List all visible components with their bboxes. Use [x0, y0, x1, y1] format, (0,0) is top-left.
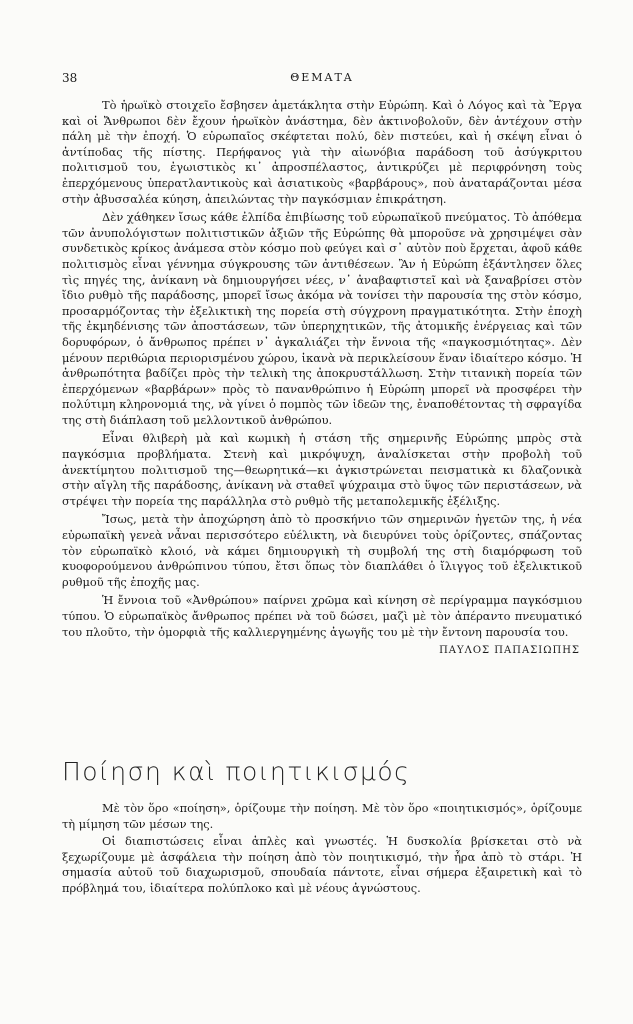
article-body — [62, 98, 582, 659]
article-paragraph: Ἡ ἔννοια τοῦ «Ἀνθρώπου» παίρνει χρῶμα καὶ κίνηση σὲ περίγραμμα παγκόσμιου τύπου. Ὁ εὐρωπαϊκὸς ἄνθρωπος πρέπει νὰ τοῦ δώσει, μαζὶ μὲ τὸν ἀπέραντο πνευματικό του πλοῦτο, τὴν ὀμορφιὰ τῆς καλλιεργημένης ἀγωγῆς του μὲ τὴν ἔντονη παρουσία του. — [62, 593, 582, 639]
article-paragraph: Τὸ ἡρωϊκὸ στοιχεῖο ἔσβησεν ἀμετάκλητα στὴν Εὐρώπη. Καὶ ὁ Λόγος καὶ τὰ Ἔργα καὶ οἱ Ἄνθρωποι δὲν ἔχουν ἡρωϊκὸν ἀνάστημα, δὲν ἀκτινοβολοῦν, δὲν ἀντέχουν στὴν πάλη μὲ τὴν ἐποχή. Ὁ εὐρωπαῖος σκέφτεται πολύ, δὲν πιστεύει, καὶ ἡ σκέψη εἶναι ὁ ἀντίποδας τῆς πίστης. Περήφανος γιὰ τὴν αἰωνόβια παράδοση τοῦ ἀσύγκριτου πολιτισμοῦ του, ἐγωιστικὸς κι᾿ ἀπροσπέλαστος, ἀντικρύζει μὲ περιφρόνηση τοὺς ἐπερχόμενους ὑπερατλαντικοὺς καὶ ἀσιατικοὺς «βαρβάρους», ποὺ ἀναταράζονται μέσα στὴν ἀβυσσαλέα κύηση, ἀπειλώντας τὴν παγκόσμιαν ἐπικράτηση. — [62, 98, 582, 206]
article-paragraph: Ἴσως, μετὰ τὴν ἀποχώρηση ἀπὸ τὸ προσκήνιο τῶν σημερινῶν ἡγετῶν της, ἡ νέα εὐρωπαϊκὴ γενεὰ νἆναι περισσότερο εὐέλικτη, νὰ διευρύνει τοὺς ὁρίζοντες, σπάζοντας τὸν εὐρωπαϊκὸ κλοιό, νὰ κάμει δημιουργικὴ τὴ συμβολή της στὴ διαμόρφωση τοῦ κυοφορούμενου ἀνθρώπινου τύπου, ἔτσι ὅπως τὸν διαπλάθει ὁ ἴλιγγος τοῦ ἐξελικτικοῦ ρυθμοῦ τῆς ἐποχῆς μας. — [62, 512, 582, 589]
running-head: ΘΕΜΑΤΑ — [290, 71, 354, 84]
article-paragraph: Δὲν χάθηκεν ἴσως κάθε ἐλπίδα ἐπιβίωσης τοῦ εὐρωπαϊκοῦ πνεύματος. Τὸ ἀπόθεμα τῶν ἀνυπολόγιστων πολιτιστικῶν ἀξιῶν τῆς Εὐρώπης θὰ μποροῦσε νὰ χρησιμέψει σὰν συνδετικὸς κρίκος ἀνάμεσα στὸν κόσμο ποὺ φεύγει καὶ σ᾿ αὐτὸν ποὺ ἔρχεται, ἀφοῦ κάθε πολιτισμὸς εἶναι γέννημα σύγκρουσης τῶν ἀντιθέσεων. Ἂν ἡ Εὐρώπη ἐξάντλησεν ὅλες τὶς πηγές της, ἀνίκανη νὰ δημιουργήσει νέες, ν᾿ ἀναβαφτιστεῖ καὶ νὰ ξαναβρίσει στὸν ἴδιο ρυθμὸ τῆς παράδοσης, μπορεῖ ἴσως ἀκόμα νὰ τονίσει τὴν παρουσία της στὸν κόσμο, προσαρμόζοντας τὴν ἐξελικτικὴ της πορεία στὴ σύγχρονη πραγματικότητα. Στὴν ἐποχὴ τῆς ἐκμηδένισης τῶν ἀποστάσεων, τῶν ὑπερηχητικῶν, τῆς ἀτομικῆς ἐνέργειας καὶ τῶν δορυφόρων, ὁ ἄνθρωπος πρέπει ν᾿ ἀγκαλιάζει τὴν ἔννοια τῆς «παγκοσμιότητας». Δὲν μένουν περιθώρια περιορισμένου χώρου, ἱκανὰ νὰ περικλείσουν ἕναν ἰδιαίτερο κόσμο. Ἡ ἀνθρωπότητα βαδίζει πρὸς τὴν τελικὴ της ἀποκρυστάλλωση. Στὴν τιτανικὴ πορεία τῶν ἐπερχόμενων «βαρβάρων» πρὸς τὸ πανανθρώπινο ἡ Εὐρώπη μπορεῖ νὰ προσφέρει τὴν πολύτιμη κληρονομιά της, νὰ γίνει ὁ πομπὸς τῶν ἰδεῶν της, ἐναποθέτοντας τὴ σφραγίδα της στὴ διάπλαση τοῦ μελλοντικοῦ ἀνθρώπου. — [62, 210, 582, 427]
section-paragraph: Μὲ τὸν ὅρο «ποίηση», ὁρίζουμε τὴν ποίηση. Μὲ τὸν ὅρο «ποιητικισμός», ὁρίζουμε τὴ μίμηση τῶν μέσων της. — [62, 801, 582, 831]
article-paragraph: Εἶναι θλιβερὴ μὰ καὶ κωμικὴ ἡ στάση τῆς σημερινῆς Εὐρώπης μπρὸς στὰ παγκόσμια προβλήματα. Στενὴ καὶ μικρόψυχη, ἀναλίσκεται στὴν προβολὴ τοῦ ἀνεκτίμητου πολιτισμοῦ της—θεωρητικά—κι ἀγκιστρώνεται πεισματικὰ κι δλαζονικὰ στὴν αἴγλη τῆς παράδοσης, ἀνίκανη νὰ σταθεῖ ψύχραιμα στὸ ὕψος τῶν περιστάσεων, νὰ στρέψει τὴν πορεία της παράλληλα στὸ ρυθμὸ τῆς μεταπολεμικῆς ἐξέλιξης. — [62, 431, 582, 508]
section-body — [62, 801, 582, 899]
page-number: 38 — [62, 71, 78, 85]
section-title: Ποίηση καὶ ποιητικισμός — [62, 757, 411, 786]
section-paragraph: Οἱ διαπιστώσεις εἶναι ἁπλὲς καὶ γνωστές. Ἡ δυσκολία βρίσκεται στὸ νὰ ξεχωρίζουμε μὲ ἀσφάλεια τὴν ποίηση ἀπὸ τὸν ποιητικισμό, τὴν ἦρα ἀπὸ τὸ στάρι. Ἡ σημασία αὐτοῦ τοῦ διαχωρισμοῦ, σπουδαία πάντοτε, εἶναι σήμερα ἐξαιρετικὴ καὶ τὸ πρόβλημά του, ἰδιαίτερα πολύπλοκο καὶ μὲ νέους ἀγνώστους. — [62, 834, 582, 895]
author-signature: ΠΑΥΛΟΣ ΠΑΠΑΣΙΩΠΗΣ — [439, 645, 580, 657]
page-header — [62, 71, 582, 87]
